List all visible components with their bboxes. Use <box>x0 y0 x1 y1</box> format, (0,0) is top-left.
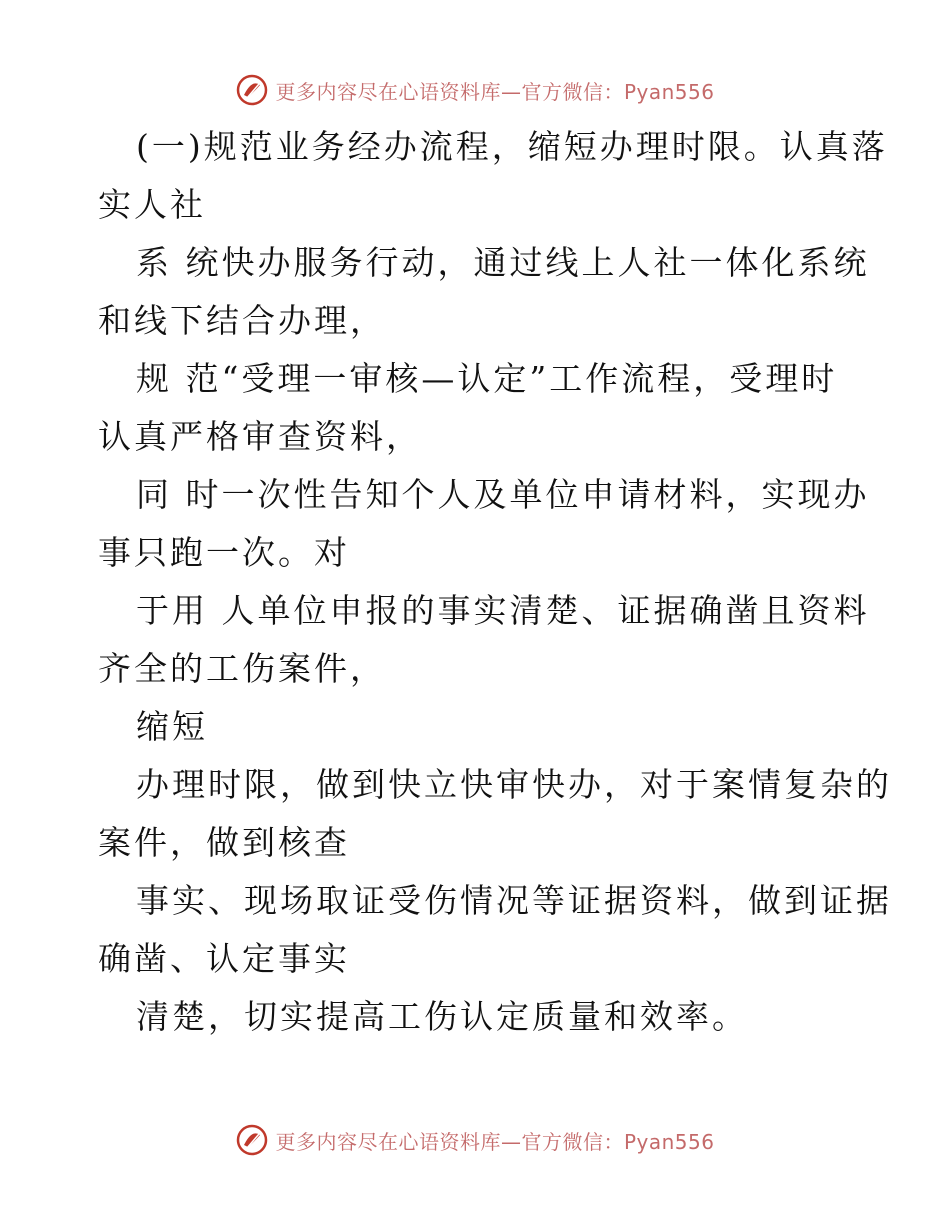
header-watermark <box>0 70 950 110</box>
watermark-text: 更多内容尽在心语资料库—官方微信：Pyan556 <box>275 79 715 104</box>
paragraph-line: 事实、现场取证受伤情况等证据资料，做到证据 <box>136 881 892 920</box>
paragraph <box>98 756 892 872</box>
paragraph-line: 齐全的工伤案件， <box>98 649 386 688</box>
paragraph <box>98 872 892 988</box>
paragraph-line: 案件，做到核查 <box>98 823 350 862</box>
paragraph-line: (一)规范业务经办流程，缩短办理时限。认真落 <box>136 127 888 166</box>
paragraph <box>98 234 870 350</box>
paragraph <box>98 698 858 756</box>
paragraph <box>98 582 870 698</box>
footer-watermark <box>0 1120 950 1160</box>
paragraph-line: 清楚，切实提高工伤认定质量和效率。 <box>136 997 748 1036</box>
paragraph-line: 和线下结合办理， <box>98 301 386 340</box>
paragraph-line: 实人社 <box>98 185 206 224</box>
paragraph-line: 认真严格审查资料， <box>98 417 422 456</box>
paragraph-line: 同 时一次性告知个人及单位申请材料，实现办 <box>136 475 870 514</box>
paragraph-line: 事只跑一次。对 <box>98 533 350 572</box>
watermark-logo-icon <box>235 73 269 107</box>
document-body <box>98 118 892 1046</box>
watermark-logo-icon <box>235 1123 269 1157</box>
paragraph-line: 规 范“受理一审核—认定”工作流程，受理时 <box>136 359 838 398</box>
paragraph-line: 于用 人单位申报的事实清楚、证据确凿且资料 <box>136 591 870 630</box>
paragraph-line: 缩短 <box>136 707 208 746</box>
paragraph <box>98 988 858 1046</box>
paragraph <box>98 350 858 466</box>
paragraph <box>98 466 870 582</box>
paragraph-line: 系 统快办服务行动，通过线上人社一体化系统 <box>136 243 870 282</box>
watermark-text: 更多内容尽在心语资料库—官方微信：Pyan556 <box>275 1129 715 1154</box>
paragraph <box>98 118 888 234</box>
paragraph-line: 确凿、认定事实 <box>98 939 350 978</box>
paragraph-line: 办理时限，做到快立快审快办，对于案情复杂的 <box>136 765 892 804</box>
